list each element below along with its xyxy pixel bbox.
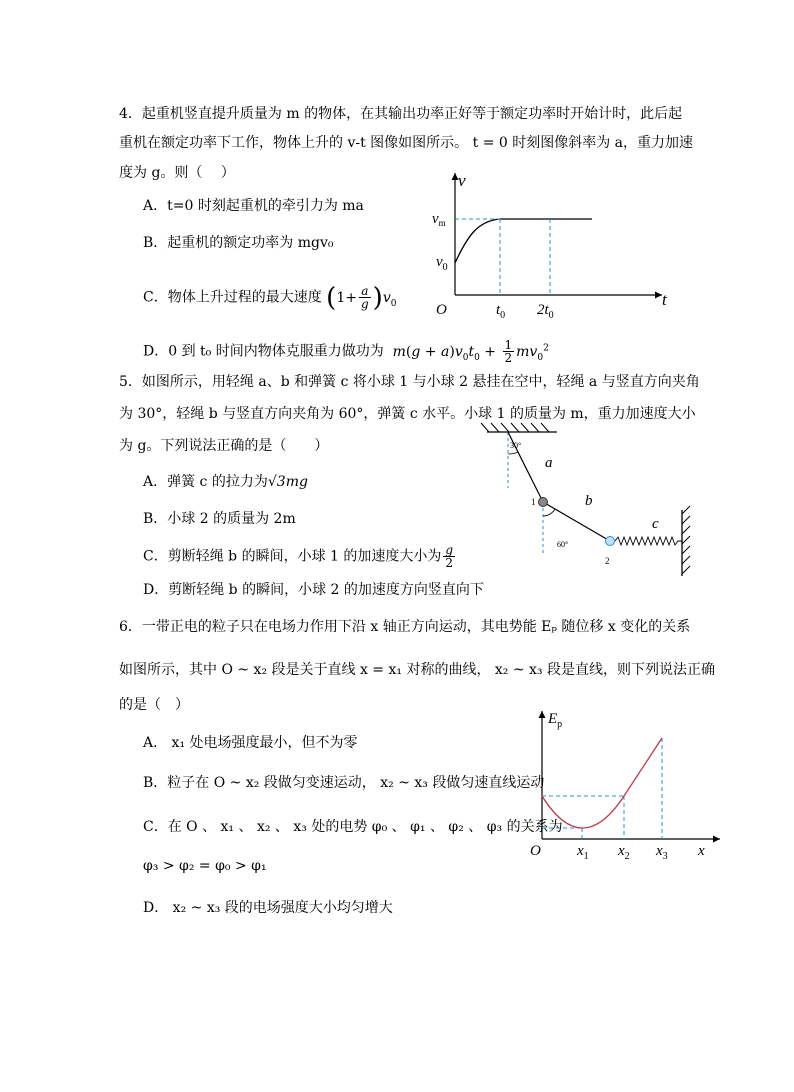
q5-label-c: c bbox=[652, 516, 659, 532]
q6-ep-label: $E_p$ bbox=[548, 711, 563, 730]
q6-stem-line2: 如图所示，其中 O ~ x₂ 段是关于直线 x = x₁ 对称的曲线， x₂ ~ x₃ 段是直线，则下列说法正确 bbox=[119, 662, 715, 678]
q5-option-c-text: C．剪断轻绳 b 的瞬间，小球 1 的加速度大小为 bbox=[143, 548, 442, 565]
q4-option-d bbox=[143, 338, 549, 367]
q6-stem-line1: 6．一带正电的粒子只在电场力作用下沿 x 轴正方向运动，其电势能 Eₚ 随位移 x 变化的关系 bbox=[119, 619, 691, 635]
q4-curve bbox=[455, 219, 500, 263]
q5-option-b: B．小球 2 的质量为 2m bbox=[143, 511, 296, 527]
q6-ep-curve bbox=[542, 738, 662, 828]
q5-option-a-text: A．弹簧 c 的拉力为 bbox=[143, 474, 268, 490]
q5-ceiling-hatch bbox=[481, 423, 549, 432]
q4-option-d-formula: $m(g + a)v_0t_0$ + $\frac{1}{2}$ $mv_0^2$ bbox=[392, 338, 549, 366]
q5-ball-2 bbox=[606, 537, 615, 546]
q5-figure bbox=[475, 418, 695, 583]
q5-label-a: a bbox=[545, 455, 553, 471]
q5-stem-line2: 为 30°，轻绳 b 与竖直方向夹角为 60°，弹簧 c 水平。小球 1 的质量为 m，重力加速度大小 bbox=[119, 406, 696, 422]
q4-vt-graph bbox=[420, 165, 680, 325]
q5-arc-30 bbox=[508, 452, 518, 454]
q4-option-c bbox=[143, 282, 397, 313]
q4-option-c-formula: (1+ $\frac{a}{g}$ )$v_0$ bbox=[326, 282, 397, 313]
q6-origin-label: O bbox=[530, 843, 541, 859]
q6-option-c-line1: C．在 O 、 x₁ 、 x₂ 、 x₃ 处的电势 φ₀ 、 φ₁ 、 φ₂ 、 φ₃ 的关系为 bbox=[143, 819, 563, 835]
q4-stem-line1: 4．起重机竖直提升质量为 m 的物体，在其输出功率正好等于额定功率时开始计时，此后起 bbox=[119, 106, 683, 122]
q5-spring-c bbox=[615, 537, 682, 545]
q4-stem-line3: 度为 g。则（ ） bbox=[119, 165, 235, 181]
q5-option-d: D．剪断轻绳 b 的瞬间，小球 2 的加速度方向竖直向下 bbox=[143, 582, 484, 598]
q4-option-b: B．起重机的额定功率为 mgv₀ bbox=[143, 235, 334, 251]
q6-x1-label: $x_1$ bbox=[577, 843, 589, 862]
q5-option-a bbox=[143, 472, 308, 492]
q5-stem-line3: 为 g。下列说法正确的是（ ） bbox=[119, 438, 329, 454]
q6-ep-graph bbox=[520, 705, 730, 865]
q6-x3-label: $x_3$ bbox=[656, 843, 668, 862]
q4-vm-label: $v_m$ bbox=[432, 211, 446, 228]
q5-label-60deg: 60° bbox=[557, 540, 569, 549]
q4-t0-label: $t_0$ bbox=[496, 302, 506, 321]
q4-stem-line2: 重机在额定功率下工作，物体上升的 v-t 图像如图所示。 t = 0 时刻图像斜率为 a，重力加速 bbox=[119, 135, 694, 151]
q6-option-d: D． x₂ ~ x₃ 段的电场强度大小均匀增大 bbox=[143, 900, 393, 916]
q6-option-a: A． x₁ 处电场强度最小，但不为零 bbox=[143, 735, 358, 751]
q5-label-ball2: 2 bbox=[605, 556, 610, 566]
q4-option-d-text: D．0 到 t₀ 时间内物体克服重力做功为 bbox=[143, 343, 384, 360]
q4-option-a: A．t=0 时刻起重机的牵引力为 ma bbox=[143, 198, 364, 214]
q4-v0-label: $v_0$ bbox=[436, 254, 448, 273]
q5-arc-60 bbox=[543, 509, 555, 516]
q5-option-c-den: 2 bbox=[445, 556, 454, 570]
q6-x2-label: $x_2$ bbox=[618, 843, 630, 862]
q5-ball-1 bbox=[539, 498, 548, 507]
q5-string-b bbox=[543, 502, 610, 541]
q5-stem-line1: 5．如图所示，用轻绳 a、b 和弹簧 c 将小球 1 与小球 2 悬挂在空中，轻绳 a 与竖直方向夹角 bbox=[119, 374, 700, 390]
q5-option-a-value: √3mg bbox=[267, 474, 308, 490]
q5-option-c-num: g bbox=[445, 543, 454, 557]
q5-label-ball1: 1 bbox=[531, 497, 536, 507]
q5-label-30deg: 30° bbox=[510, 441, 522, 450]
q6-x-label: x bbox=[698, 843, 705, 859]
q6-option-c-line2: φ₃ > φ₂ = φ₀ > φ₁ bbox=[143, 858, 267, 874]
q6-stem-line3: 的是（ ） bbox=[119, 697, 189, 713]
q6-option-b: B．粒子在 O ~ x₂ 段做匀变速运动， x₂ ~ x₃ 段做匀速直线运动 bbox=[143, 775, 545, 791]
q4-t-label: t bbox=[662, 290, 667, 309]
q5-option-c bbox=[143, 544, 457, 569]
q5-wall-hatch bbox=[682, 506, 690, 574]
q4-2t0-label: $2t_0$ bbox=[537, 302, 554, 321]
q4-v-label: v bbox=[458, 171, 466, 190]
q4-option-c-text: C．物体上升过程的最大速度 bbox=[143, 289, 322, 306]
q4-origin-label: O bbox=[436, 302, 447, 318]
q5-label-b: b bbox=[585, 493, 593, 509]
